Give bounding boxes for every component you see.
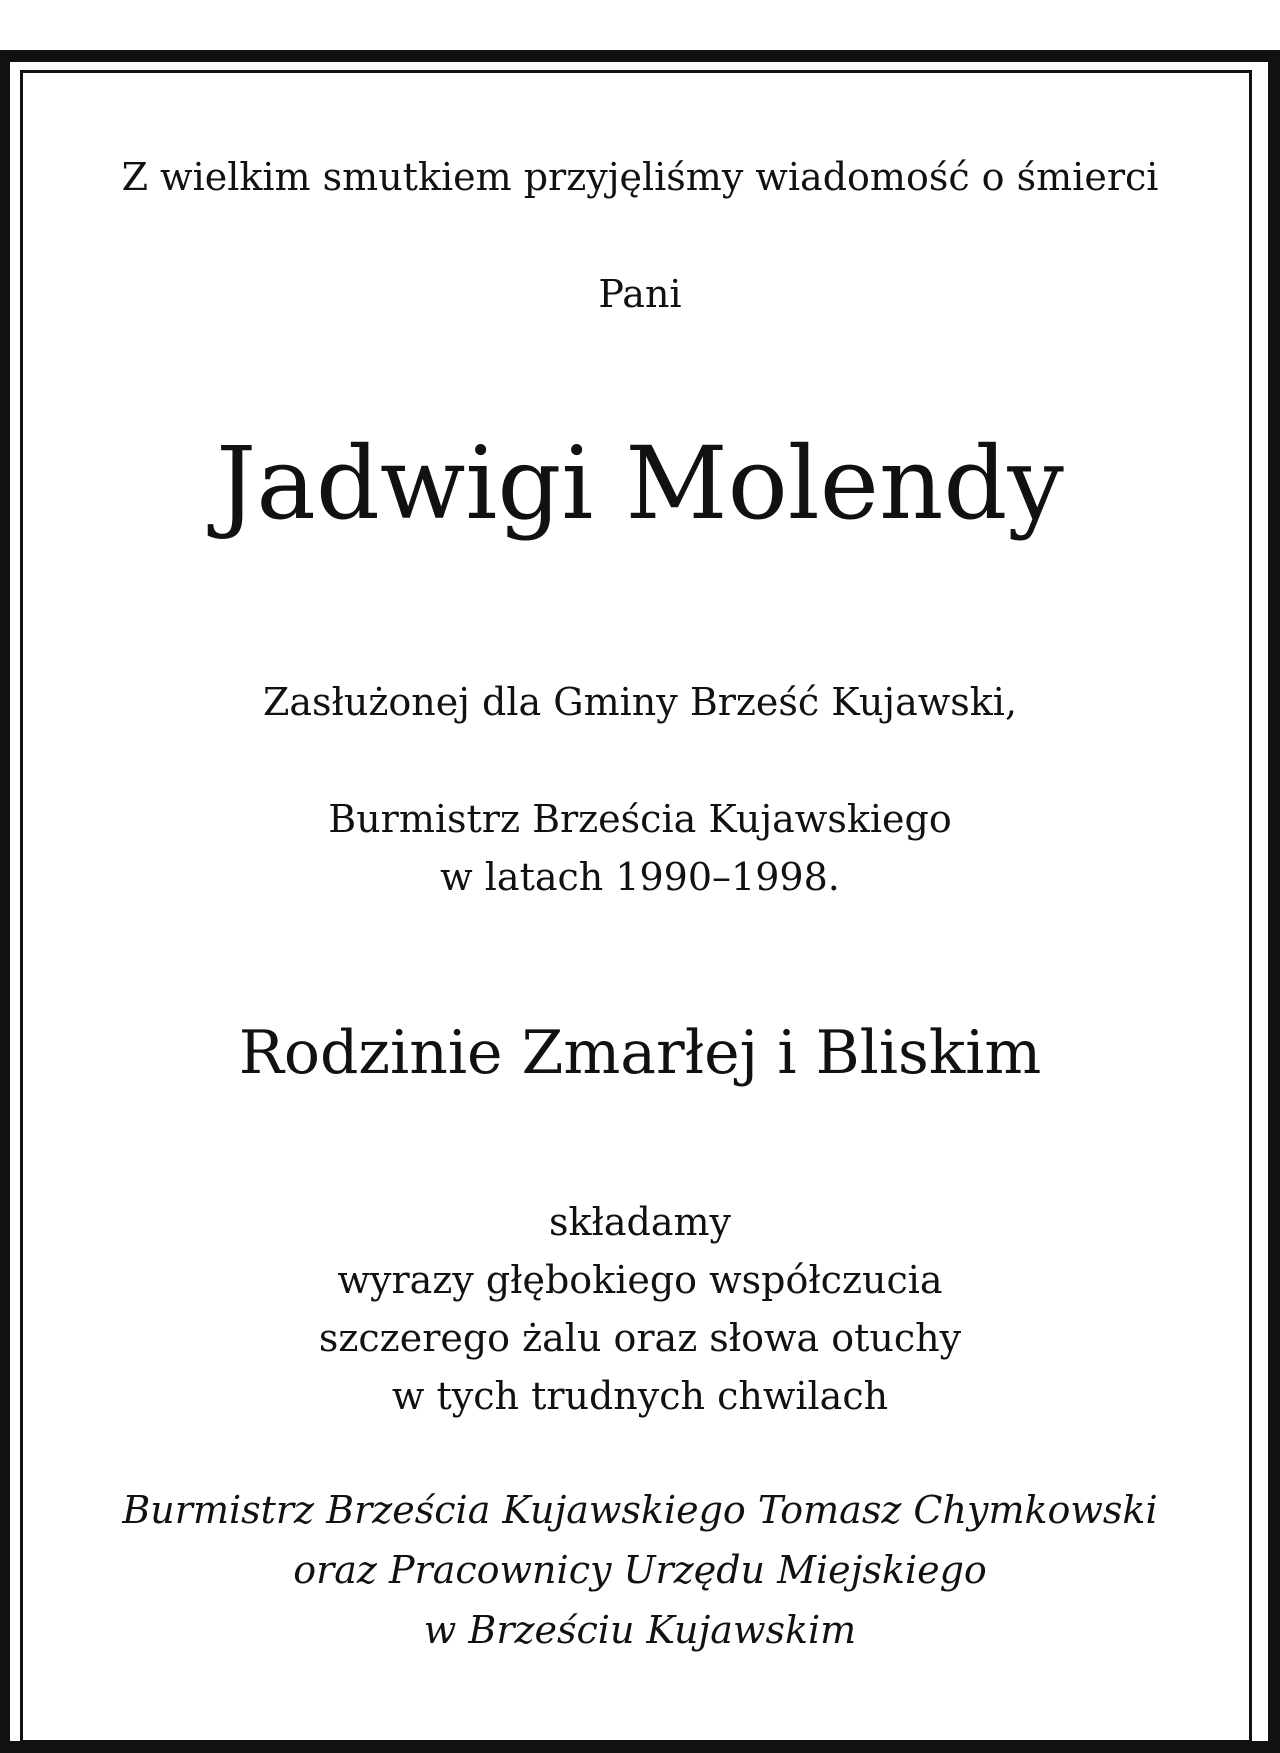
years-text: w latach 1990–1998. [440,855,840,899]
condolence-line: szczerego żalu oraz słowa otuchy [318,1316,962,1360]
honorific-text: Pani [598,272,682,316]
condolence-line: składamy [549,1200,731,1244]
condolence-line: w tych trudnych chwilach [391,1374,889,1418]
deceased-name: Jadwigi Molendy [216,425,1064,542]
condolence-line: wyrazy głębokiego współczucia [337,1258,943,1302]
signature-line: w Brześciu Kujawskim [423,1608,857,1652]
role-text: Burmistrz Brześcia Kujawskiego [328,797,952,841]
signature-line: Burmistrz Brześcia Kujawskiego Tomasz Chymkowski [122,1488,1158,1532]
intro-text: Z wielkim smutkiem przyjęliśmy wiadomość o śmierci [121,155,1159,199]
family-heading: Rodzinie Zmarłej i Bliskim [238,1018,1042,1088]
signature-line: oraz Pracownicy Urzędu Miejskiego [293,1548,987,1592]
merit-text: Zasłużonej dla Gminy Brześć Kujawski, [262,680,1018,724]
